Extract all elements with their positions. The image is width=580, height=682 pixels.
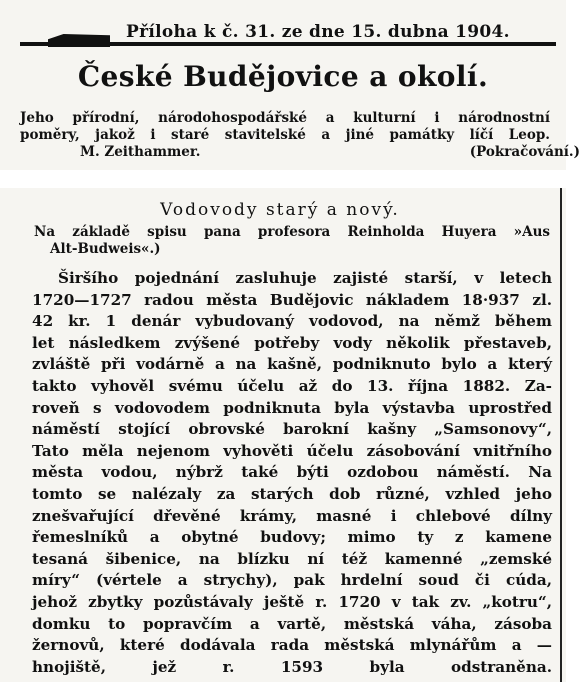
section-subtitle [34,224,550,258]
article-title: České Budějovice a okolí. [77,60,489,93]
author-name: M. Zeithammer. [80,144,201,160]
body-line: 42 kr. 1 denár vybudovaný vodovod, na němž během [32,312,552,331]
byline [80,144,580,161]
body-line: domku to popravčím a vartě, městská váha, zásoba [32,614,552,633]
body-line: města vodou, nýbrž také býti ozdobou náměstí. Na [32,463,552,482]
body-line: tomto se nalézaly za starých dob různé, vzhled jeho [32,484,552,503]
body-line: hnojiště, jež r. 1593 byla odstraněna. [32,657,552,676]
intro-line: Jeho přírodní, národohospodářské a kulturní i národnostní [20,110,550,126]
article-intro [20,110,580,161]
body-line: roveň s vodovodem podniknuta byla výstavba uprostřed [32,398,552,417]
body-line: Širšího pojednání zasluhuje zajisté starší, v letech [58,269,552,287]
body-line: náměstí stojící obrovské barokní kašny „Samsonovy“, [32,420,552,439]
section-body [32,268,552,678]
body-line: takto vyhověl svému účelu až do 13. října 1882. Za- [32,376,552,395]
continued-note: (Pokračování.) [469,144,580,160]
intro-line: poměry, jakož i staré stavitelské a jiné památky líčí Leop. [20,127,550,143]
body-line: žernovů, které dodávala rada městská mlynářům a — [32,636,552,655]
newspaper-clipping-body [0,188,566,682]
body-line: řemeslníků a obytné budovy; mimo ty z kamene [32,528,552,547]
supplement-text: Příloha k č. 31. ze dne 15. dubna 1904. [120,22,516,42]
body-line: let následkem zvýšené potřeby vody několik přestaveb, [32,333,552,352]
body-line: jehož zbytky pozůstávaly ještě r. 1720 v tak zv. „kotru“, [32,592,552,611]
body-line: 1720—1727 radou města Budějovic nákladem 18·937 zl. [32,290,552,309]
body-line: zvláště při vodárně a na kašně, podniknuto bylo a který [32,355,552,374]
body-line: tesaná šibenice, na blízku ní též kamenné „zemské [32,549,552,568]
supplement-line [20,22,560,48]
subtitle-line: Alt-Budweis«.) [50,241,161,257]
subtitle-line: Na základě spisu pana profesora Reinholda Huyera »Aus [34,224,550,240]
body-line: znešvařující dřevěné krámy, masné i chlebové dílny [32,506,552,525]
body-line: Tato měla nejenom vyhověti účelu zásobování vnitřního [32,441,552,460]
ink-blot-decoration [48,34,110,47]
section-title: Vodovody starý a nový. [160,200,400,220]
column-rule [560,188,562,682]
newspaper-clipping-header [0,0,580,170]
body-line: míry“ (vértele a strychy), pak hrdelní soud či cúda, [32,571,552,590]
